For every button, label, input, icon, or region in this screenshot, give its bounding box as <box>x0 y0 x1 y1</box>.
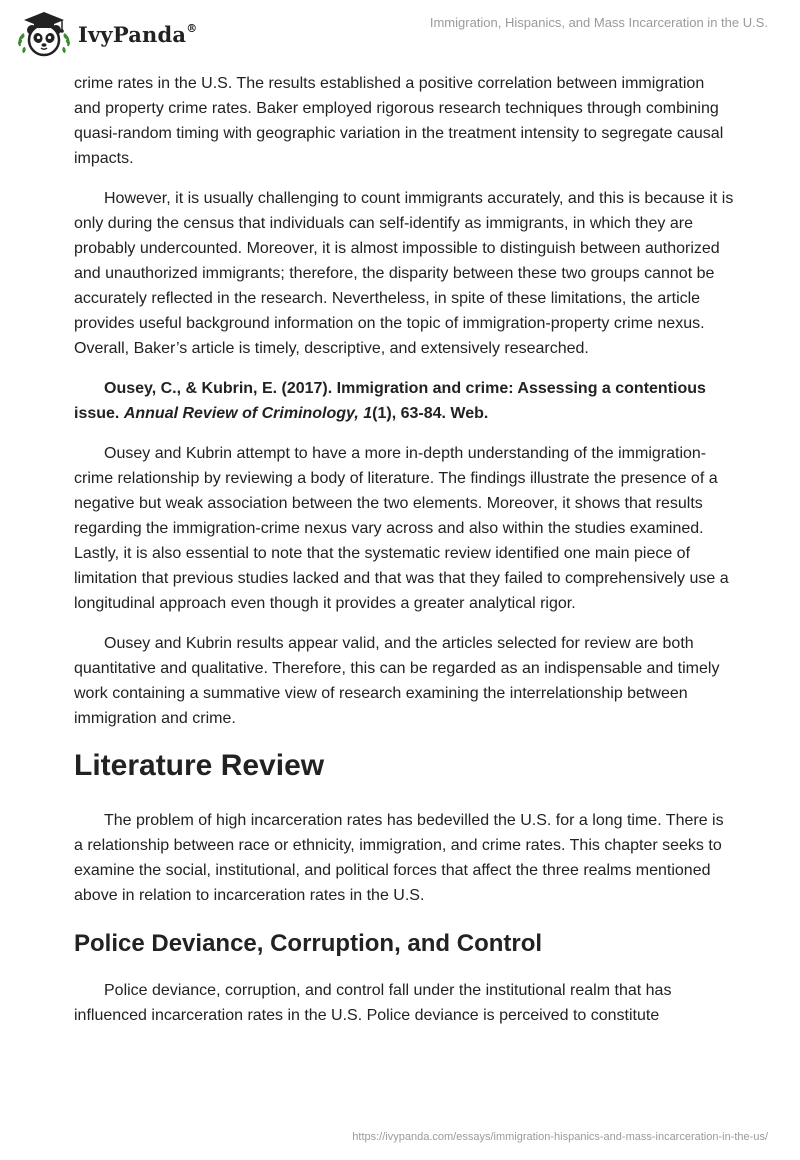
reference-journal: Annual Review of Criminology, 1 <box>123 405 373 422</box>
paragraph: Ousey and Kubrin attempt to have a more in-depth understanding of the immigration-crime relationship by reviewing a body of literature. The findings illustrate the presence of a negative but weak association between the two elements. Moreover, it shows that results regarding the immigration-crime nexus vary across and also within the studies examined. Lastly, it is also essential to note that the systematic review identified one main piece of limitation that previous studies lacked and that was that they failed to comprehensively use a longitudinal approach even though it provides a greater analytical rigor. <box>74 445 729 612</box>
paragraph: crime rates in the U.S. The results established a positive correlation between immigration and property crime rates. Baker employed rigorous research techniques through combining quasi-random timing with geographic variation in the treatment intensity to segregate causal impacts. <box>74 75 724 167</box>
reference-authors: Ousey, C., & Kubrin, E. (2017). Immigration and crime: Assessing a contentious issue. <box>74 380 706 422</box>
paragraph: Ousey and Kubrin results appear valid, and the articles selected for review are both quantitative and qualitative. Therefore, this can be regarded as an indispensable and timely work containing a summative view of research examining the interrelationship between immigration and crime. <box>74 635 720 727</box>
paragraph: However, it is usually challenging to count immigrants accurately, and this is because it is only during the census that individuals can self-identify as immigrants, in which they are probably undercounted. Moreover, it is almost impossible to distinguish between authorized and unauthorized immigrants; therefore, the disparity between these two groups cannot be accurately reflected in the research. Nevertheless, in spite of these limitations, the article provides useful background information on the topic of immigration-property crime nexus. Overall, Baker’s article is timely, descriptive, and extensively researched. <box>74 190 734 357</box>
footer-url[interactable]: https://ivypanda.com/essays/immigration-hispanics-and-mass-incarceration-in-the-us/ <box>352 1131 768 1143</box>
registered-mark: ® <box>186 21 198 35</box>
running-title: Immigration, Hispanics, and Mass Incarceration in the U.S. <box>429 15 768 30</box>
paragraph: The problem of high incarceration rates has bedevilled the U.S. for a long time. There is a relationship between race or ethnicity, immigration, and crime rates. This chapter seeks to examine the social, institutional, and political forces that affect the three realms mentioned above in relation to incarceration rates in the U.S. <box>74 812 724 904</box>
section-heading: Literature Review <box>74 749 325 782</box>
essay-content <box>74 71 734 1043</box>
ivypanda-logo[interactable] <box>16 8 197 60</box>
reference-details: (1), 63-84. Web. <box>372 405 489 422</box>
paragraph: Police deviance, corruption, and control fall under the institutional realm that has influenced incarceration rates in the U.S. Police deviance is perceived to constitute <box>74 982 672 1024</box>
panda-graduation-cap-icon <box>16 8 72 60</box>
page-header <box>0 0 800 70</box>
brand-name: IvyPanda® <box>78 21 198 47</box>
subsection-heading: Police Deviance, Corruption, and Control <box>74 930 543 957</box>
reference-entry <box>74 376 734 426</box>
